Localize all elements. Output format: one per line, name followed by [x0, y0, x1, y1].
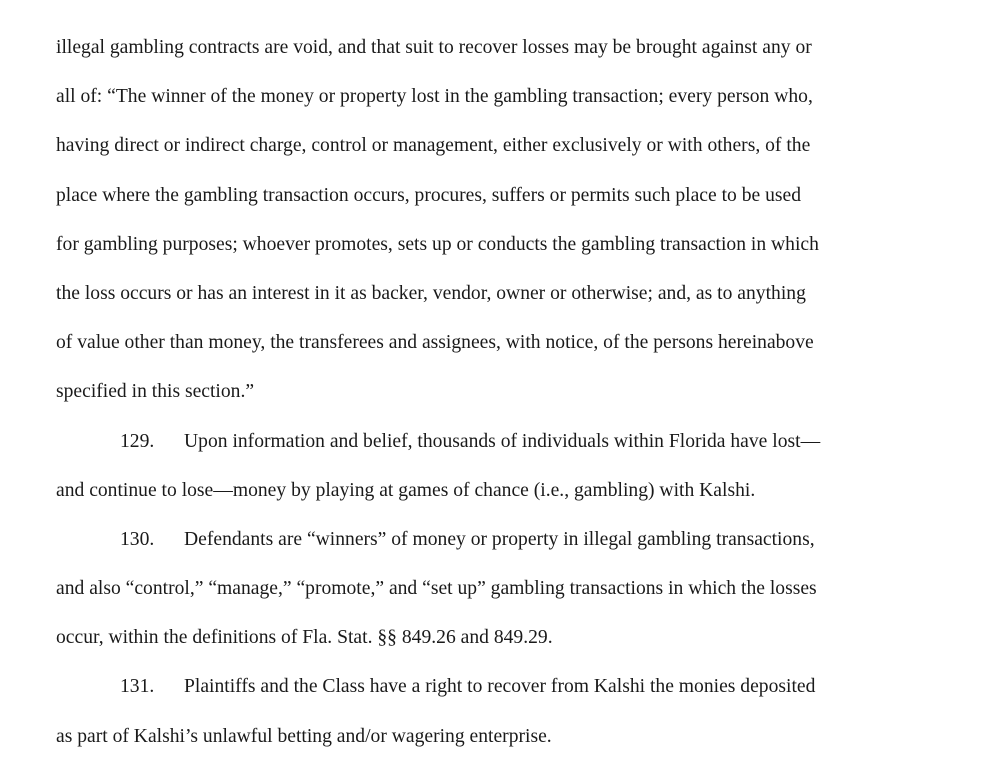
text-line: for gambling purposes; whoever promotes, sets up or conducts the gambling transaction in which — [56, 233, 819, 255]
paragraph-number: 130. — [120, 528, 155, 550]
text-line: all of: “The winner of the money or property lost in the gambling transaction; every person who, — [56, 86, 813, 108]
paragraph-first-line-text: Defendants are “winners” of money or property in illegal gambling transactions, — [184, 528, 815, 550]
paragraph-first-line — [56, 417, 936, 466]
paragraph-129 — [56, 417, 936, 515]
paragraph-first-line — [56, 515, 936, 564]
text-line: of value other than money, the transferees and assignees, with notice, of the persons hereinabove — [56, 332, 814, 354]
paragraph-number: 129. — [120, 430, 155, 452]
paragraph-131 — [56, 662, 936, 760]
text-line: the loss occurs or has an interest in it as backer, vendor, owner or otherwise; and, as to anything — [56, 282, 806, 304]
text-line: occur, within the definitions of Fla. Stat. §§ 849.26 and 849.29. — [56, 627, 553, 649]
text-line: as part of Kalshi’s unlawful betting and/or wagering enterprise. — [56, 725, 552, 747]
continued-paragraph — [56, 23, 936, 417]
text-line: having direct or indirect charge, control or management, either exclusively or with others, of the — [56, 135, 811, 157]
text-line: and continue to lose—money by playing at games of chance (i.e., gambling) with Kalshi. — [56, 479, 756, 501]
paragraph-130 — [56, 515, 936, 663]
paragraph-number: 131. — [120, 676, 155, 698]
text-line: and also “control,” “manage,” “promote,” and “set up” gambling transactions in which the losses — [56, 578, 817, 600]
document-body — [56, 23, 936, 761]
text-line: place where the gambling transaction occurs, procures, suffers or permits such place to be used — [56, 184, 802, 206]
paragraph-first-line-text: Upon information and belief, thousands of individuals within Florida have lost— — [184, 430, 821, 452]
paragraph-first-line-text: Plaintiffs and the Class have a right to recover from Kalshi the monies deposited — [184, 676, 816, 698]
text-line: illegal gambling contracts are void, and that suit to recover losses may be brought against any or — [56, 37, 812, 58]
text-line: specified in this section.” — [56, 381, 255, 403]
paragraph-first-line — [56, 662, 936, 711]
